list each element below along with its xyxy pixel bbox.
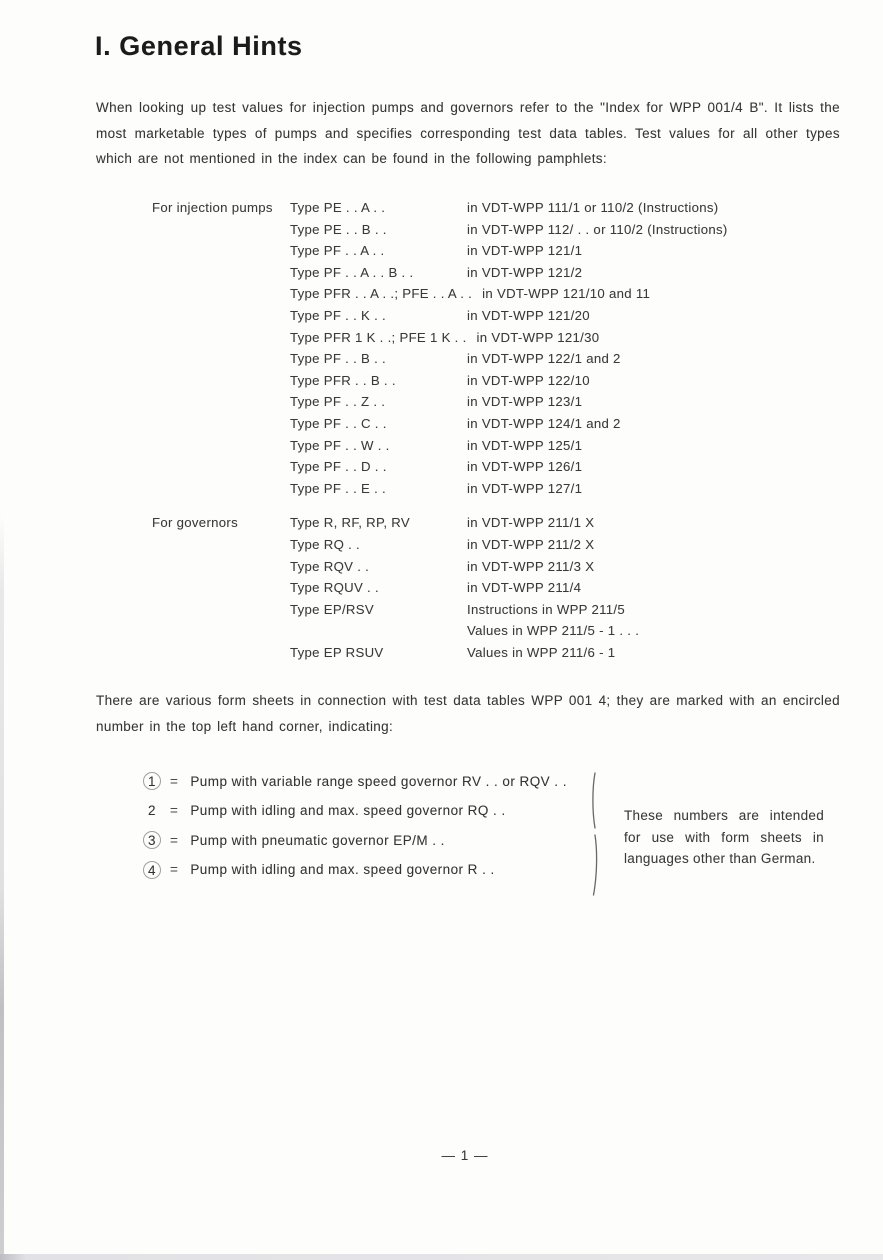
reference-cell: in VDT-WPP 126/1	[467, 459, 583, 475]
side-note: These numbers are intended for use with form sheets in languages other than German.	[624, 808, 824, 866]
type-cell: Type PF . . A . .	[290, 243, 385, 259]
section-label: For governors	[152, 515, 238, 531]
equals-sign: =	[170, 862, 179, 877]
circled-number: 3	[143, 831, 161, 849]
table-row	[290, 197, 728, 219]
table-row	[290, 642, 639, 664]
table-row	[290, 620, 639, 642]
table-row	[290, 370, 728, 392]
reference-cell: in VDT-WPP 123/1	[467, 394, 583, 410]
table-row	[290, 534, 639, 556]
table-section-injection-pumps	[152, 197, 728, 499]
table-row	[290, 348, 728, 370]
circled-number: 1	[143, 772, 161, 790]
type-cell: Type PF . . W . .	[290, 437, 390, 453]
reference-cell: in VDT-WPP 124/1 and 2	[467, 415, 621, 431]
scan-artifact-bottom-edge	[0, 1254, 883, 1260]
equals-sign: =	[170, 773, 179, 789]
reference-cell: in VDT-WPP 211/1 X	[467, 515, 595, 531]
form-sheet-legend	[143, 772, 567, 890]
table-row	[290, 219, 728, 241]
table-row	[290, 305, 728, 327]
reference-cell: in VDT-WPP 122/1 and 2	[467, 351, 621, 367]
reference-table	[152, 197, 728, 663]
legend-item	[143, 772, 567, 790]
table-row	[290, 262, 728, 284]
legend-item	[143, 831, 567, 849]
reference-cell: in VDT-WPP 121/30	[476, 329, 600, 345]
table-row	[290, 556, 639, 578]
page-title: I. General Hints	[95, 31, 303, 61]
legend-item	[143, 802, 567, 820]
reference-cell: Values in WPP 211/6 - 1	[467, 644, 616, 660]
type-cell: Type PF . . D . .	[290, 459, 387, 475]
type-cell: Type EP/RSV	[290, 601, 374, 617]
type-cell	[290, 620, 467, 642]
legend-item-label: Pump with pneumatic governor EP/M . .	[190, 832, 445, 848]
type-cell: Type PF . . A . . B . .	[290, 264, 414, 280]
reference-cell: in VDT-WPP 112/ . . or 110/2 (Instructions)	[467, 221, 728, 237]
table-rows	[290, 197, 728, 499]
reference-cell: in VDT-WPP 127/1	[467, 480, 583, 496]
circled-number: 4	[143, 861, 161, 879]
reference-cell: in VDT-WPP 122/10	[467, 372, 590, 388]
type-cell: Type PFR . . B . .	[290, 372, 396, 388]
reference-cell: Values in WPP 211/5 - 1 . . .	[467, 623, 640, 639]
reference-cell: in VDT-WPP 121/2	[467, 264, 583, 280]
reference-cell: in VDT-WPP 121/10 and 11	[482, 286, 651, 302]
table-row	[290, 327, 728, 349]
type-cell: Type RQV . .	[290, 558, 370, 574]
table-row	[290, 283, 728, 305]
type-cell: Type RQUV . .	[290, 580, 379, 596]
type-cell: Type PF . . Z . .	[290, 394, 386, 410]
type-cell: Type PFR . . A . .; PFE . . A . .	[290, 286, 473, 302]
circled-number: 2	[148, 802, 156, 818]
page-number: — 1 —	[441, 1148, 489, 1163]
intro-paragraph: When looking up test values for injection pumps and governors refer to the "Index for WPP 001/4 B". It lists the most marketable types of pumps and specifies corresponding test data tables. Test values for all other types which are not mentioned in the index can be found in the following pamphlets:	[96, 100, 840, 166]
table-row	[290, 240, 728, 262]
type-cell: Type PF . . B . .	[290, 351, 386, 367]
grouping-bracket	[586, 770, 602, 898]
equals-sign: =	[170, 832, 179, 848]
table-row	[290, 577, 639, 599]
table-row	[290, 599, 639, 621]
type-cell: Type PF . . E . .	[290, 480, 386, 496]
legend-item-label: Pump with idling and max. speed governor R . .	[190, 862, 495, 877]
type-cell: Type PE . . A . .	[290, 200, 386, 215]
table-rows	[290, 512, 639, 663]
type-cell: Type PF . . K . .	[290, 307, 386, 323]
type-cell: Type EP RSUV	[290, 644, 384, 660]
legend-item	[143, 861, 567, 879]
reference-cell: in VDT-WPP 125/1	[467, 437, 583, 453]
reference-cell: in VDT-WPP 211/3 X	[467, 558, 595, 574]
reference-cell: in VDT-WPP 121/1	[467, 243, 583, 259]
reference-cell: in VDT-WPP 211/2 X	[467, 536, 595, 552]
table-section-governors	[152, 512, 728, 663]
type-cell: Type RQ . .	[290, 536, 360, 552]
equals-sign: =	[170, 803, 179, 818]
type-cell: Type PE . . B . .	[290, 221, 387, 237]
table-row	[290, 413, 728, 435]
reference-cell: in VDT-WPP 121/20	[467, 307, 590, 323]
legend-item-label: Pump with variable range speed governor RV . . or RQV . .	[190, 773, 567, 789]
reference-cell: in VDT-WPP 211/4	[467, 580, 582, 596]
table-row	[290, 435, 728, 457]
section-label: For injection pumps	[152, 200, 273, 215]
form-sheets-paragraph: There are various form sheets in connection with test data tables WPP 001 4; they are marked with an encircled number in the top left hand corner, indicating:	[96, 693, 840, 734]
legend-item-label: Pump with idling and max. speed governor RQ . .	[190, 803, 506, 818]
table-row	[290, 512, 639, 534]
table-row	[290, 391, 728, 413]
type-cell: Type PFR 1 K . .; PFE 1 K . .	[290, 329, 467, 345]
type-cell: Type PF . . C . .	[290, 415, 387, 431]
scan-artifact-left-edge	[0, 515, 4, 1260]
table-row	[290, 478, 728, 500]
type-cell: Type R, RF, RP, RV	[290, 515, 410, 531]
table-row	[290, 456, 728, 478]
reference-cell: in VDT-WPP 111/1 or 110/2 (Instructions)	[467, 200, 719, 215]
reference-cell: Instructions in WPP 211/5	[467, 601, 626, 617]
